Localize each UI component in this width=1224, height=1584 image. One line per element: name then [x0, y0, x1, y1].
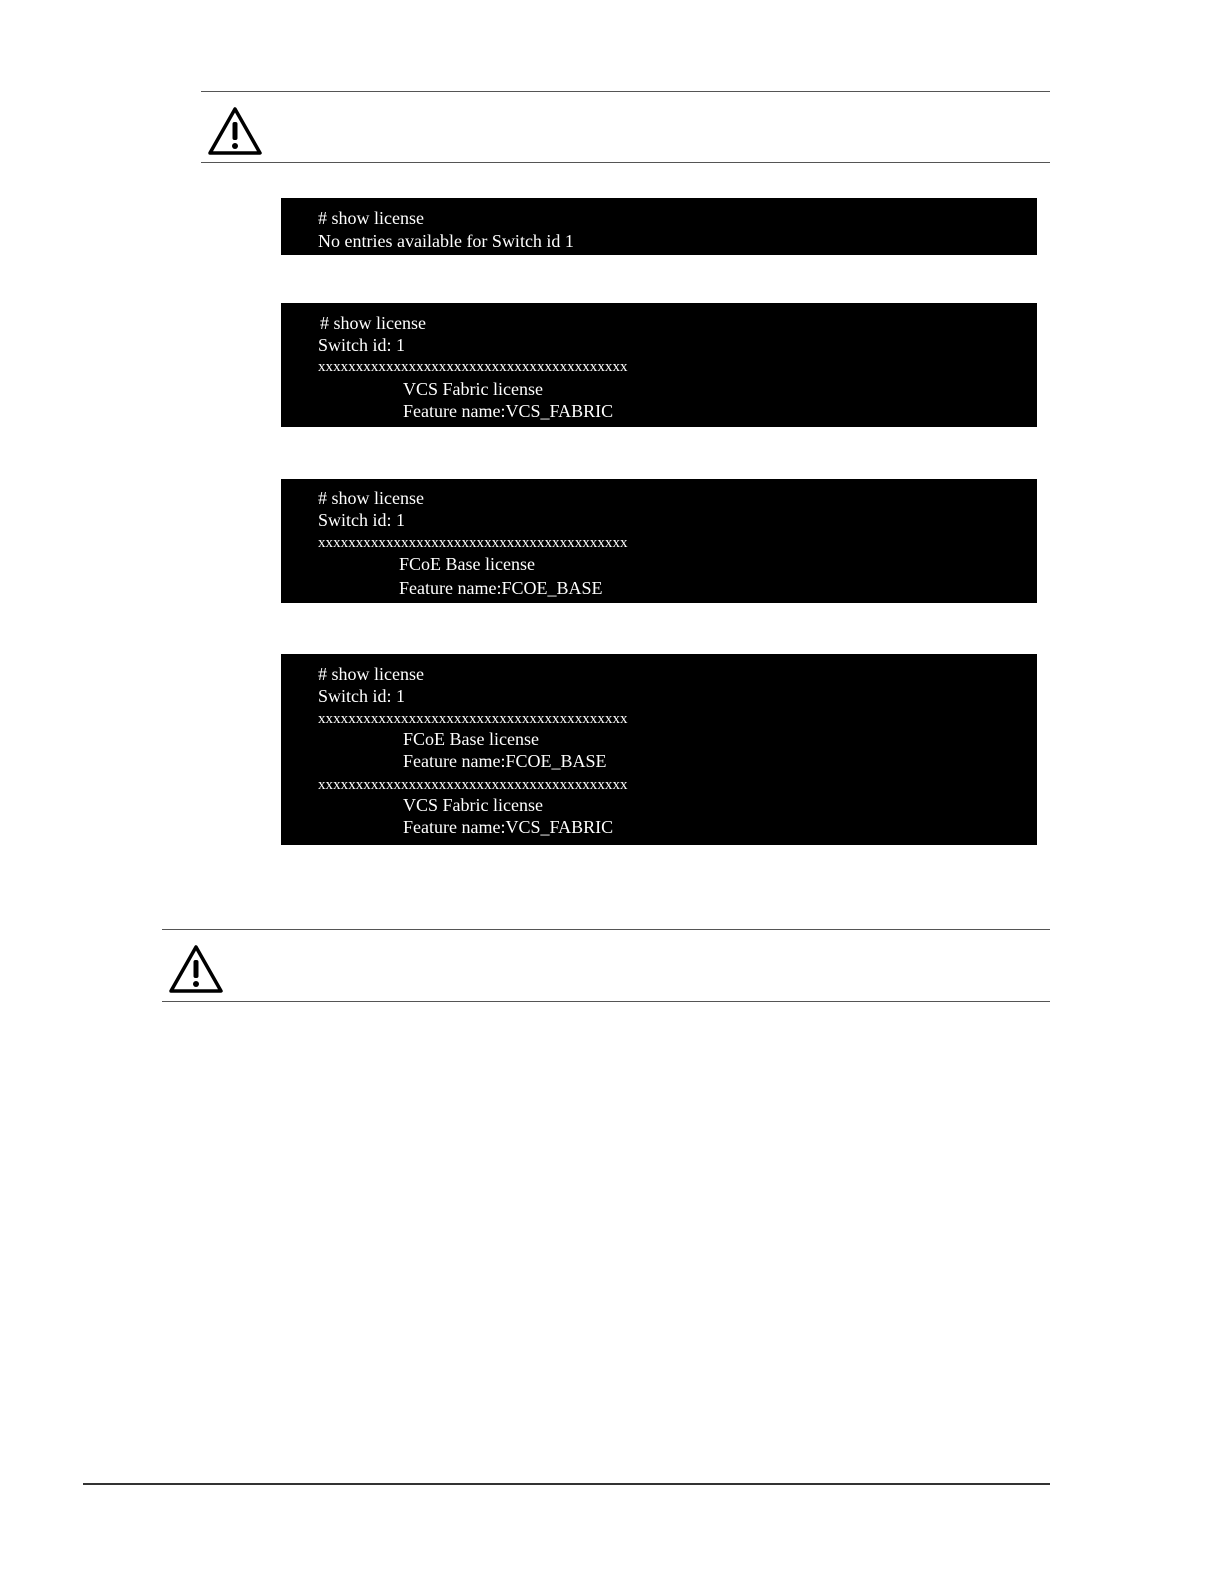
terminal-line: # show license	[318, 208, 424, 228]
terminal-line: Switch id: 1	[318, 335, 406, 355]
terminal-line: Feature name:FCOE_BASE	[399, 578, 603, 598]
terminal-separator: xxxxxxxxxxxxxxxxxxxxxxxxxxxxxxxxxxxxxxxxx	[318, 359, 628, 375]
terminal-line: VCS Fabric license	[403, 379, 543, 399]
terminal-output-vcs-fabric	[281, 303, 1037, 427]
terminal-line: Switch id: 1	[318, 510, 406, 530]
terminal-output-no-license	[281, 198, 1037, 255]
warning-1-top-rule	[201, 91, 1050, 92]
warning-2-top-rule	[162, 929, 1050, 930]
terminal-separator: xxxxxxxxxxxxxxxxxxxxxxxxxxxxxxxxxxxxxxxxx	[318, 535, 628, 551]
terminal-line: Feature name:VCS_FABRIC	[403, 401, 614, 421]
terminal-output-fcoe-base	[281, 479, 1037, 603]
terminal-line: FCoE Base license	[399, 554, 535, 574]
warning-triangle-icon	[207, 106, 263, 156]
terminal-line: FCoE Base license	[403, 729, 539, 749]
warning-1-bottom-rule	[201, 162, 1050, 163]
terminal-line: No entries available for Switch id 1	[318, 231, 574, 251]
terminal-line: # show license	[318, 664, 424, 684]
terminal-line: # show license	[318, 488, 424, 508]
terminal-line: Feature name:VCS_FABRIC	[403, 817, 614, 837]
terminal-output-fcoe-and-vcs	[281, 654, 1037, 845]
terminal-line: Switch id: 1	[318, 686, 406, 706]
terminal-line: Feature name:FCOE_BASE	[403, 751, 607, 771]
warning-2-bottom-rule	[162, 1001, 1050, 1002]
terminal-line: # show license	[320, 313, 426, 333]
terminal-separator: xxxxxxxxxxxxxxxxxxxxxxxxxxxxxxxxxxxxxxxxx	[318, 711, 628, 727]
warning-triangle-icon	[168, 944, 224, 994]
footer-rule	[83, 1483, 1050, 1485]
terminal-line: VCS Fabric license	[403, 795, 543, 815]
terminal-separator: xxxxxxxxxxxxxxxxxxxxxxxxxxxxxxxxxxxxxxxxx	[318, 777, 628, 793]
